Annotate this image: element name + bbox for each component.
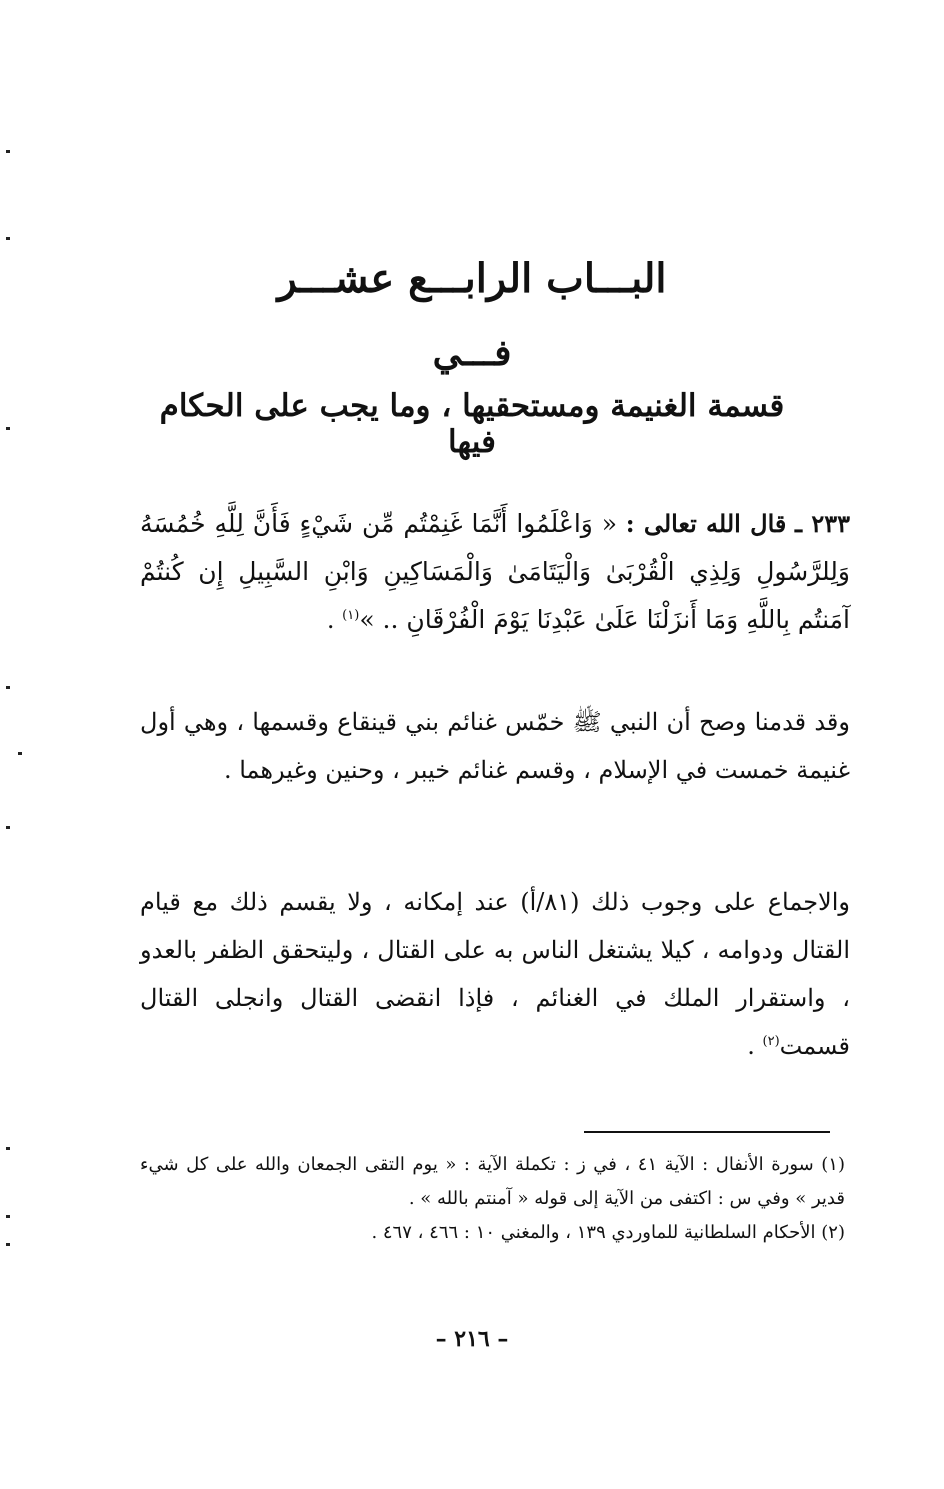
scan-speck — [6, 1215, 10, 1218]
scan-speck — [6, 686, 10, 689]
scan-speck — [6, 1243, 10, 1246]
paragraph-3 — [140, 878, 850, 1070]
footnotes — [140, 1148, 845, 1250]
paragraph-233 — [140, 500, 850, 644]
paragraph-number: ٢٣٣ ـ — [794, 509, 851, 538]
paragraph-end: . — [747, 1032, 763, 1060]
chapter-title: البـــاب الرابـــع عشـــر — [277, 255, 667, 302]
scan-speck — [18, 752, 22, 755]
page-number: – ٢١٦ – — [435, 1326, 509, 1352]
paragraph-end: . — [326, 606, 343, 634]
footnote-ref-1: (١) — [342, 608, 360, 623]
paragraph-3-text: والاجماع على وجوب ذلك (٨١/أ) عند إمكانه ، ولا يقسم ذلك مع قيام القتال ودوامه ، كيلا يشتغل الناس به على القتال ، وليتحقق الظفر بالعدو ، واستقرار الملك في الغنائم ، فإذا انقضى القتال وانجلى القتال قسمت — [140, 888, 850, 1060]
scan-speck — [6, 427, 10, 430]
footnote-2: (٢) الأحكام السلطانية للماوردي ١٣٩ ، والمغني ١٠ : ٤٦٦ ، ٤٦٧ . — [371, 1222, 845, 1243]
chapter-topic: قسمة الغنيمة ومستحقيها ، وما يجب على الحكام فيها — [159, 388, 785, 460]
footnote-divider — [584, 1131, 830, 1133]
footnote-1: (١) سورة الأنفال : الآية ٤١ ، في ز : تكملة الآية : « يوم التقى الجمعان والله على كل شيء قدير » وفي س : اكتفى من الآية إلى قوله « آمنتم بالله » . — [140, 1154, 845, 1209]
paragraph-lead: قال الله تعالى : — [625, 509, 787, 538]
footnote-ref-2: (٢) — [762, 1034, 780, 1049]
chapter-subtitle: فـــي — [432, 332, 512, 374]
scan-speck — [6, 1147, 10, 1150]
paragraph-2: وقد قدمنا وصح أن النبي ﷺ خمّس غنائم بني قينقاع وقسمها ، وهي أول غنيمة خمست في الإسلام ، وقسم غنائم خيبر ، وحنين وغيرهما . — [140, 708, 850, 784]
quran-verse: « وَاعْلَمُوا أَنَّمَا غَنِمْتُم مِّن شَيْءٍ فَأَنَّ لِلَّهِ خُمُسَهُ وَلِلرَّسُولِ وَلِذِي الْقُرْبَىٰ وَالْيَتَامَىٰ وَالْمَسَاكِينِ وَابْنِ السَّبِيلِ إِن كُنتُمْ آمَنتُم بِاللَّهِ وَمَا أَنزَلْنَا عَلَىٰ عَبْدِنَا يَوْمَ الْفُرْقَانِ .. » — [140, 509, 850, 634]
scan-speck — [6, 826, 10, 829]
scan-speck — [6, 237, 10, 240]
scan-speck — [6, 150, 10, 153]
